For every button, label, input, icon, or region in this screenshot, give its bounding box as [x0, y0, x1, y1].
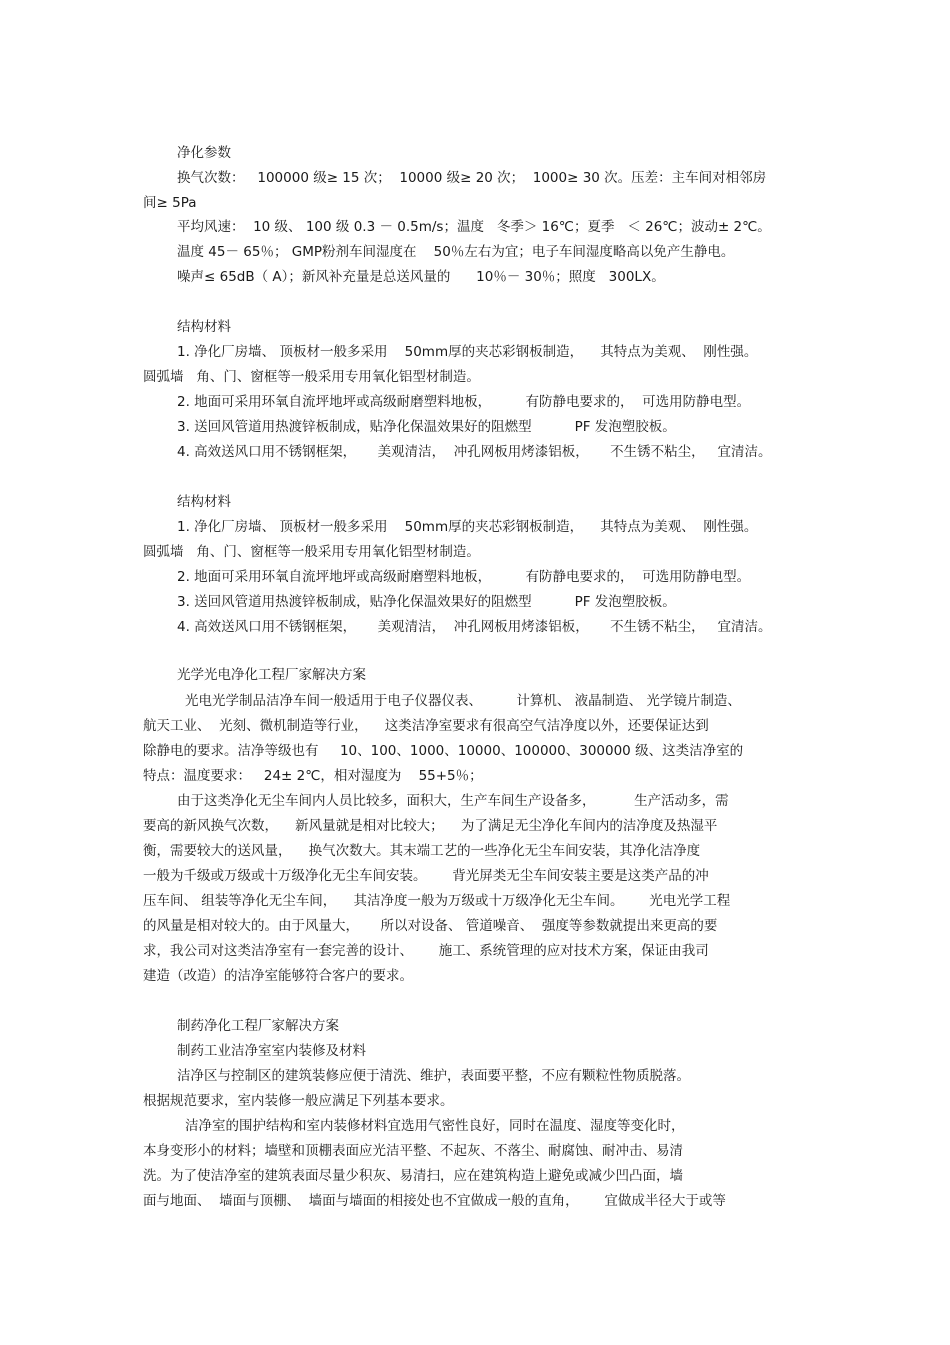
paragraph-line: 根据规范要求，室内装修一般应满足下列基本要求。 [143, 1093, 454, 1109]
list-item: 2. 地面可采用环氧自流坪地坪或高级耐磨塑料地板， 有防静电要求的， 可选用防静电型。 [177, 394, 751, 410]
text-line: 噪声≤ 65dB（ A）；新风补充量是总送风量的 10％－ 30％；照度 300LX。 [177, 269, 665, 285]
paragraph-line: 压车间、 组装等净化无尘车间， 其洁净度一般为万级或十万级净化无尘车间。 光电光学工程 [143, 893, 731, 909]
paragraph-line: 本身变形小的材料；墙壁和顶棚表面应光洁平整、不起灰、不落尘、耐腐蚀、耐冲击、易清 [143, 1143, 683, 1159]
paragraph-line: 的风量是相对较大的。由于风量大， 所以对设备、 管道噪音、 强度等参数就提出来更高的要 [143, 918, 718, 934]
text-line: 换气次数： 100000 级≥ 15 次； 10000 级≥ 20 次； 1000≥ 30 次。压差：主车间对相邻房 [177, 170, 767, 186]
list-item: 3. 送回风管道用热渡锌板制成，贴净化保温效果好的阻燃型 PF 发泡塑胶板。 [177, 419, 676, 435]
subsection-heading: 制药工业洁净室室内装修及材料 [177, 1043, 366, 1059]
section-heading-pharma-solution: 制药净化工程厂家解决方案 [177, 1018, 339, 1034]
paragraph-line: 求，我公司对这类洁净室有一套完善的设计、 施工、系统管理的应对技术方案，保证由我司 [143, 943, 709, 959]
paragraph-line: 建造（改造）的洁净室能够符合客户的要求。 [143, 968, 413, 984]
paragraph-line: 除静电的要求。洁净等级也有 10、100、1000、10000、100000、300000 级、这类洁净室的 [143, 743, 744, 759]
paragraph-line: 要高的新风换气次数， 新风量就是相对比较大； 为了满足无尘净化车间内的洁净度及热湿平 [143, 818, 718, 834]
section-heading-structural-materials: 结构材料 [177, 319, 231, 335]
text-line: 圆弧墙 角、门、窗框等一般采用专用氧化铝型材制造。 [143, 544, 480, 560]
paragraph-line: 洗。为了使洁净室的建筑表面尽量少积灰、易清扫，应在建筑构造上避免或减少凹凸面，墙 [143, 1168, 683, 1184]
section-heading-optical-solution: 光学光电净化工程厂家解决方案 [177, 667, 366, 683]
paragraph-line: 一般为千级或万级或十万级净化无尘车间安装。 背光屏类无尘车间安装主要是这类产品的冲 [143, 868, 709, 884]
paragraph-line: 由于这类净化无尘车间内人员比较多，面积大，生产车间生产设备多， 生产活动多，需 [177, 793, 729, 809]
list-item: 1. 净化厂房墙、 顶板材一般多采用 50mm厚的夹芯彩钢板制造， 其特点为美观、 刚性强。 [177, 344, 758, 360]
paragraph-line: 光电光学制品洁净车间一般适用于电子仪器仪表、 计算机、 液晶制造、 光学镜片制造、 [185, 693, 741, 709]
paragraph-line: 洁净区与控制区的建筑装修应便于清洗、维护，表面要平整，不应有颗粒性物质脱落。 [177, 1068, 690, 1084]
list-item: 2. 地面可采用环氧自流坪地坪或高级耐磨塑料地板， 有防静电要求的， 可选用防静电型。 [177, 569, 751, 585]
paragraph-line: 特点：温度要求： 24± 2℃，相对湿度为 55+5％； [143, 768, 483, 784]
text-line: 平均风速： 10 级、 100 级 0.3 － 0.5m/s；温度 冬季＞ 16℃；夏季 ＜ 26℃；波动± 2℃。 [177, 219, 771, 235]
list-item: 3. 送回风管道用热渡锌板制成，贴净化保温效果好的阻燃型 PF 发泡塑胶板。 [177, 594, 676, 610]
paragraph-line: 衡，需要较大的送风量， 换气次数大。其末端工艺的一些净化无尘车间安装，其净化洁净度 [143, 843, 701, 859]
paragraph-line: 洁净室的围护结构和室内装修材料宜选用气密性良好，同时在温度、湿度等变化时， [185, 1118, 685, 1134]
list-item: 1. 净化厂房墙、 顶板材一般多采用 50mm厚的夹芯彩钢板制造， 其特点为美观、 刚性强。 [177, 519, 758, 535]
paragraph-line: 航天工业、 光刻、微机制造等行业， 这类洁净室要求有很高空气洁净度以外，还要保证达到 [143, 718, 709, 734]
paragraph-line: 面与地面、 墙面与顶棚、 墙面与墙面的相接处也不宜做成一般的直角， 宜做成半径大于或等 [143, 1193, 726, 1209]
text-line: 温度 45－ 65％； GMP粉剂车间湿度在 50％左右为宜；电子车间湿度略高以免产生静电。 [177, 244, 735, 260]
section-heading-structural-materials-repeat: 结构材料 [177, 494, 231, 510]
section-heading-purification-parameters: 净化参数 [177, 145, 231, 161]
text-line: 圆弧墙 角、门、窗框等一般采用专用氧化铝型材制造。 [143, 369, 480, 385]
list-item: 4. 高效送风口用不锈钢框架， 美观清洁， 冲孔网板用烤漆铝板， 不生锈不粘尘， 宜清洁。 [177, 444, 772, 460]
text-line: 间≥ 5Pa [143, 195, 197, 211]
list-item: 4. 高效送风口用不锈钢框架， 美观清洁， 冲孔网板用烤漆铝板， 不生锈不粘尘， 宜清洁。 [177, 619, 772, 635]
